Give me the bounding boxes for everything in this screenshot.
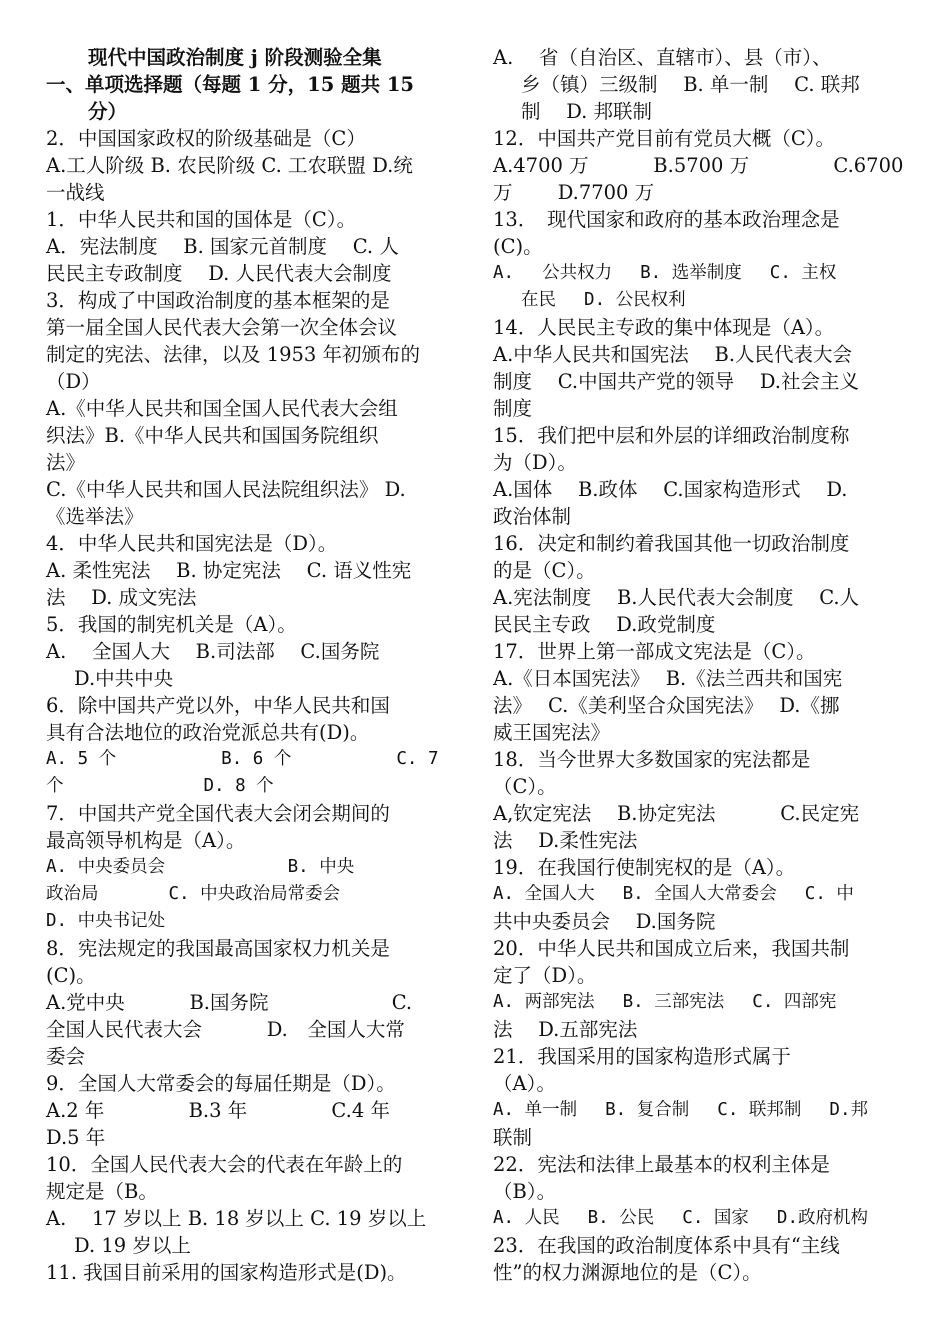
right-text-line: 为（D）。 <box>493 451 577 474</box>
left-text-line: A.2 年 B.3 年 C.4 年 <box>46 1099 390 1122</box>
right-text-line: 12．中国共产党目前有党员大概（C）。 <box>493 127 835 150</box>
right-text-line: 在民 D. 公民权利 <box>521 290 686 310</box>
right-text-line: 政治体制 <box>493 505 572 528</box>
left-text-line: A．宪法制度 B. 国家元首制度 C. 人 <box>46 235 399 258</box>
right-text-line: 13． 现代国家和政府的基本政治理念是 <box>493 208 840 231</box>
right-text-line: 20．中华人民共和国成立后来，我国共制 <box>493 937 850 960</box>
right-text-line: (C)。 <box>493 235 543 258</box>
right-text-line: 法 D.柔性宪法 <box>493 829 638 852</box>
left-text-line: 《选举法》 <box>46 505 144 528</box>
right-column <box>493 44 903 1286</box>
right-text-line: 22．宪法和法律上最基本的权利主体是 <box>493 1153 830 1176</box>
page-title: 现代中国政治制度 j 阶段测验全集 <box>88 46 382 69</box>
left-text-line: 11. 我国目前采用的国家构造形式是(D)。 <box>46 1261 407 1284</box>
left-text-line: 8．宪法规定的我国最高国家权力机关是 <box>46 937 390 960</box>
left-text-line: 10．全国人民代表大会的代表在年龄上的 <box>46 1153 403 1176</box>
right-text-line: A. 两部宪法 B. 三部宪法 C. 四部宪 <box>493 992 837 1012</box>
right-text-line: 法》 C.《美利坚合众国宪法》 D.《挪 <box>493 694 840 717</box>
right-text-line: A. 省（自治区、直辖市）、县（市）、 <box>493 46 832 69</box>
left-text-line: 民民主专政制度 D. 人民代表大会制度 <box>46 262 392 285</box>
left-text-line: A. 全国人大 B.司法部 C.国务院 <box>46 640 380 663</box>
left-text-line: 一战线 <box>46 181 105 204</box>
left-text-line: 织法》B.《中华人民共和国国务院组织 <box>46 424 379 447</box>
left-text-line: 最高领导机构是（A）。 <box>46 829 246 852</box>
left-text-line: 6．除中国共产党以外，中华人民共和国 <box>46 694 390 717</box>
right-text-line: 18．当今世界大多数国家的宪法都是 <box>493 748 811 771</box>
right-text-line: 制度 <box>493 397 533 420</box>
left-text-line: 5．我国的制宪机关是（A）。 <box>46 613 297 636</box>
right-text-line: 威王国宪法》 <box>493 721 611 744</box>
left-text-line: A. 柔性宪法 B. 协定宪法 C. 语义性宪 <box>46 559 412 582</box>
right-text-line: （B）。 <box>493 1180 557 1203</box>
right-text-line: A. 公共权力 B. 选举制度 C. 主权 <box>493 263 837 283</box>
right-text-line: 法 D.五部宪法 <box>493 1018 638 1041</box>
right-text-line: 21．我国采用的国家构造形式属于 <box>493 1045 791 1068</box>
right-text-line: （A）。 <box>493 1072 556 1095</box>
right-text-line: 19．在我国行使制宪权的是（A）。 <box>493 856 796 879</box>
right-text-line: （C）。 <box>493 775 557 798</box>
section-heading: 一、单项选择题（每题 1 分，15 题共 15 <box>46 73 414 96</box>
right-text-line: 共中央委员会 D.国务院 <box>493 910 716 933</box>
left-text-line: 1．中华人民共和国的国体是（C）。 <box>46 208 357 231</box>
left-text-line: A.党中央 B.国务院 C. <box>46 991 413 1014</box>
left-column <box>46 44 458 1286</box>
left-text-line: D. 19 岁以上 <box>74 1234 191 1257</box>
left-text-line: 个 D. 8 个 <box>46 776 274 796</box>
left-text-line: A. 5 个 B. 6 个 C. 7 <box>46 749 439 769</box>
right-text-line: 15．我们把中层和外层的详细政治制度称 <box>493 424 850 447</box>
left-text-line: 制定的宪法、法律，以及 1953 年初颁布的 <box>46 343 421 366</box>
right-text-line: A.国体 B.政体 C.国家构造形式 D. <box>493 478 848 501</box>
left-text-line: 3．构成了中国政治制度的基本框架的是 <box>46 289 390 312</box>
right-text-line: A.中华人民共和国宪法 B.人民代表大会 <box>493 343 853 366</box>
left-text-line: 9．全国人大常委会的每届任期是（D）。 <box>46 1072 396 1095</box>
right-text-line: 万 D.7700 万 <box>493 181 655 204</box>
section-heading-cont: 分） <box>88 100 128 123</box>
right-text-line: A.宪法制度 B.人民代表大会制度 C.人 <box>493 586 860 609</box>
left-text-line: D.5 年 <box>46 1126 106 1149</box>
left-text-line: 具有合法地位的政治党派总共有(D)。 <box>46 721 370 744</box>
left-text-line: 委会 <box>46 1045 86 1068</box>
right-text-line: 的是（C）。 <box>493 559 596 582</box>
left-text-line: 7．中国共产党全国代表大会闭会期间的 <box>46 802 390 825</box>
right-text-line: 17．世界上第一部成文宪法是（C）。 <box>493 640 816 663</box>
left-text-line: C.《中华人民共和国人民法院组织法》 D. <box>46 478 406 501</box>
right-text-line: A.《日本国宪法》 B.《法兰西共和国宪 <box>493 667 843 690</box>
left-text-line: （D） <box>46 370 101 393</box>
right-text-line: 制 D. 邦联制 <box>521 100 653 123</box>
left-text-line: 2．中国国家政权的阶级基础是（C） <box>46 127 366 150</box>
right-text-line: A. 人民 B. 公民 C. 国家 D.政府机构 <box>493 1208 869 1228</box>
left-text-line: A.工人阶级 B. 农民阶级 C. 工农联盟 D.统 <box>46 154 413 177</box>
right-text-line: A. 全国人大 B. 全国人大常委会 C. 中 <box>493 884 854 904</box>
right-text-line: 联制 <box>493 1126 533 1149</box>
right-text-line: 制度 C.中国共产党的领导 D.社会主义 <box>493 370 859 393</box>
left-text-line: 规定是（B。 <box>46 1180 158 1203</box>
left-text-line: A.《中华人民共和国全国人民代表大会组 <box>46 397 398 420</box>
left-text-line: 第一届全国人民代表大会第一次全体会议 <box>46 316 398 339</box>
left-text-line: 法》 <box>46 451 86 474</box>
left-text-line: 政治局 C. 中央政治局常委会 <box>46 884 341 904</box>
left-text-line: A. 中央委员会 B. 中央 <box>46 857 355 877</box>
right-text-line: 23．在我国的政治制度体系中具有“主线 <box>493 1234 840 1257</box>
right-text-line: 14．人民民主专政的集中体现是（A）。 <box>493 316 835 339</box>
left-text-line: (C)。 <box>46 964 96 987</box>
right-text-line: 乡（镇）三级制 B. 单一制 C. 联邦 <box>521 73 860 96</box>
left-text-line: D.中共中央 <box>74 667 174 690</box>
right-text-line: 民民主专政 D.政党制度 <box>493 613 716 636</box>
right-text-line: 定了（D）。 <box>493 964 597 987</box>
right-text-line: 性”的权力渊源地位的是（C）。 <box>493 1261 762 1284</box>
left-text-line: 4．中华人民共和国宪法是（D）。 <box>46 532 338 555</box>
left-text-line: 法 D. 成文宪法 <box>46 586 197 609</box>
right-text-line: A. 单一制 B. 复合制 C. 联邦制 D.邦 <box>493 1100 869 1120</box>
right-text-line: A,钦定宪法 B.协定宪法 C.民定宪 <box>493 802 860 825</box>
left-text-line: D. 中央书记处 <box>46 911 166 931</box>
left-text-line: A. 17 岁以上 B. 18 岁以上 C. 19 岁以上 <box>46 1207 427 1230</box>
left-text-line: 全国人民代表大会 D. 全国人大常 <box>46 1018 405 1041</box>
right-text-line: 16．决定和制约着我国其他一切政治制度 <box>493 532 850 555</box>
right-text-line: A.4700 万 B.5700 万 C.6700 <box>493 154 904 177</box>
